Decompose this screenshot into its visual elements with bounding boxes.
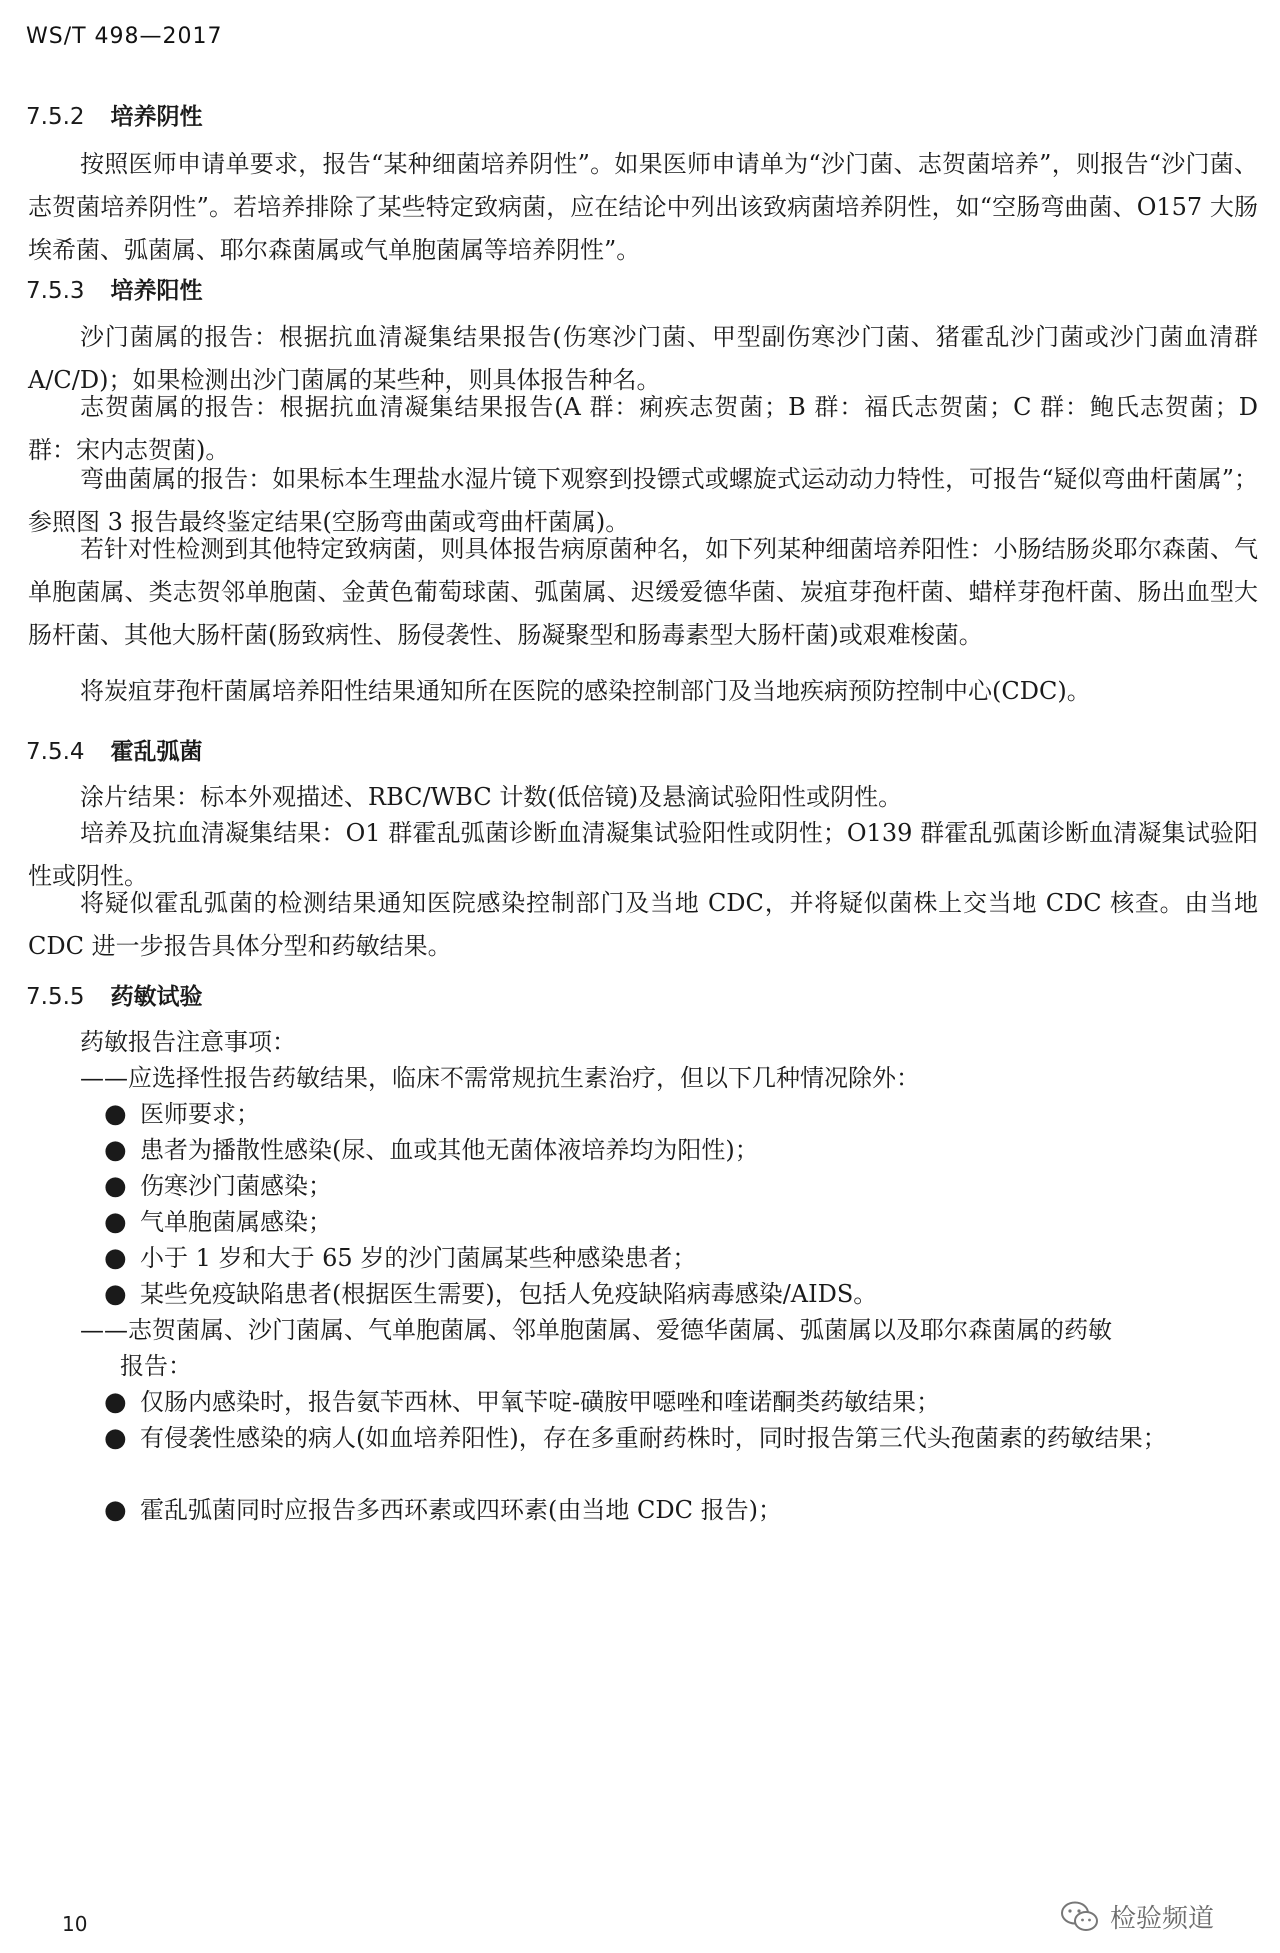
paragraph: 将疑似霍乱弧菌的检测结果通知医院感染控制部门及当地 CDC，并将疑似菌株上交当地 CDC 核查。由当地 CDC 进一步报告具体分型和药敏结果。 <box>28 889 1258 960</box>
section-heading-7-5-3 <box>26 272 203 305</box>
list-item-text: 气单胞菌属感染； <box>140 1208 332 1236</box>
section-number: 7.5.5 <box>26 984 85 1010</box>
bullet-dot: ● <box>104 1135 127 1165</box>
section-number: 7.5.4 <box>26 739 85 765</box>
dash-item-continuation: 报告： <box>120 1352 192 1380</box>
bullet-dot: ● <box>104 1423 127 1453</box>
section-heading-7-5-5 <box>26 978 203 1011</box>
section-title: 培养阴性 <box>110 104 203 130</box>
section-title: 霍乱弧菌 <box>110 739 203 765</box>
dash-item: ——应选择性报告药敏结果，临床不需常规抗生素治疗，但以下几种情况除外： <box>80 1064 920 1092</box>
bullet-dot: ● <box>104 1495 127 1525</box>
paragraph: 志贺菌属的报告：根据抗血清凝集结果报告(A 群：痢疾志贺菌；B 群：福氏志贺菌；C 群：鲍氏志贺菌；D 群：宋内志贺菌)。 <box>28 393 1258 464</box>
list-item-text: 某些免疫缺陷患者(根据医生需要)，包括人免疫缺陷病毒感染/AIDS。 <box>140 1280 878 1308</box>
bullet-dot: ● <box>104 1099 127 1129</box>
watermark <box>1060 1898 1214 1935</box>
list-item-text: 有侵袭性感染的病人(如血培养阳性)，存在多重耐药株时，同时报告第三代头孢菌素的药敏结果； <box>140 1424 1167 1452</box>
list-item-text: 小于 1 岁和大于 65 岁的沙门菌属某些种感染患者； <box>140 1244 697 1272</box>
paragraph: 按照医师申请单要求，报告“某种细菌培养阴性”。如果医师申请单为“沙门菌、志贺菌培养”，则报告“沙门菌、志贺菌培养阴性”。若培养排除了某些特定致病菌，应在结论中列出该致病菌培养阴性，如“空肠弯曲菌、O157 大肠埃希菌、弧菌属、耶尔森菌属或气单胞菌属等培养阴性”。 <box>28 150 1258 264</box>
paragraph: 若针对性检测到其他特定致病菌，则具体报告病原菌种名，如下列某种细菌培养阳性：小肠结肠炎耶尔森菌、气单胞菌属、类志贺邻单胞菌、金黄色葡萄球菌、弧菌属、迟缓爱德华菌、炭疽芽孢杆菌、蜡样芽孢杆菌、肠出血型大肠杆菌、其他大肠杆菌(肠致病性、肠侵袭性、肠凝聚型和肠毒素型大肠杆菌)或艰难梭菌。 <box>28 535 1258 649</box>
section-heading-7-5-2 <box>26 98 203 131</box>
list-item <box>104 1417 1258 1460</box>
paragraph: 涂片结果：标本外观描述、RBC/WBC 计数(低倍镜)及悬滴试验阳性或阴性。 <box>80 783 903 811</box>
wechat-icon <box>1060 1900 1100 1934</box>
list-item-text: 霍乱弧菌同时应报告多西环素或四环素(由当地 CDC 报告)； <box>140 1496 782 1524</box>
bullet-dot: ● <box>104 1243 127 1273</box>
section-number: 7.5.2 <box>26 104 85 130</box>
bullet-dot: ● <box>104 1171 127 1201</box>
list-item-text: 伤寒沙门菌感染； <box>140 1172 332 1200</box>
list-item <box>104 1489 1258 1532</box>
section-title: 培养阳性 <box>110 278 203 304</box>
list-item-text: 仅肠内感染时，报告氨苄西林、甲氧苄啶-磺胺甲噁唑和喹诺酮类药敏结果； <box>140 1388 941 1416</box>
list-item-text: 患者为播散性感染(尿、血或其他无菌体液培养均为阳性)； <box>140 1136 759 1164</box>
bullet-dot: ● <box>104 1207 127 1237</box>
section-heading-7-5-4 <box>26 733 203 766</box>
list-item-text: 医师要求； <box>140 1100 260 1128</box>
watermark-text: 检验频道 <box>1110 1904 1215 1934</box>
paragraph: 沙门菌属的报告：根据抗血清凝集结果报告(伤寒沙门菌、甲型副伤寒沙门菌、猪霍乱沙门菌或沙门菌血清群 A/C/D)；如果检测出沙门菌属的某些种，则具体报告种名。 <box>28 323 1258 394</box>
standard-code: WS/T 498—2017 <box>26 24 223 49</box>
page-number: 10 <box>62 1912 88 1936</box>
bullet-dot: ● <box>104 1279 127 1309</box>
dash-item: ——志贺菌属、沙门菌属、气单胞菌属、邻单胞菌属、爱德华菌属、弧菌属以及耶尔森菌属的药敏 <box>80 1316 1112 1344</box>
bullet-dot: ● <box>104 1387 127 1417</box>
paragraph: 将炭疽芽孢杆菌属培养阳性结果通知所在医院的感染控制部门及当地疾病预防控制中心(CDC)。 <box>80 677 1091 705</box>
paragraph: 药敏报告注意事项： <box>80 1028 296 1056</box>
paragraph: 培养及抗血清凝集结果：O1 群霍乱弧菌诊断血清凝集试验阳性或阴性；O139 群霍乱弧菌诊断血清凝集试验阳性或阴性。 <box>28 819 1258 890</box>
section-number: 7.5.3 <box>26 278 85 304</box>
paragraph: 弯曲菌属的报告：如果标本生理盐水湿片镜下观察到投镖式或螺旋式运动动力特性，可报告“疑似弯曲杆菌属”；参照图 3 报告最终鉴定结果(空肠弯曲菌或弯曲杆菌属)。 <box>28 465 1258 536</box>
section-title: 药敏试验 <box>110 984 203 1010</box>
